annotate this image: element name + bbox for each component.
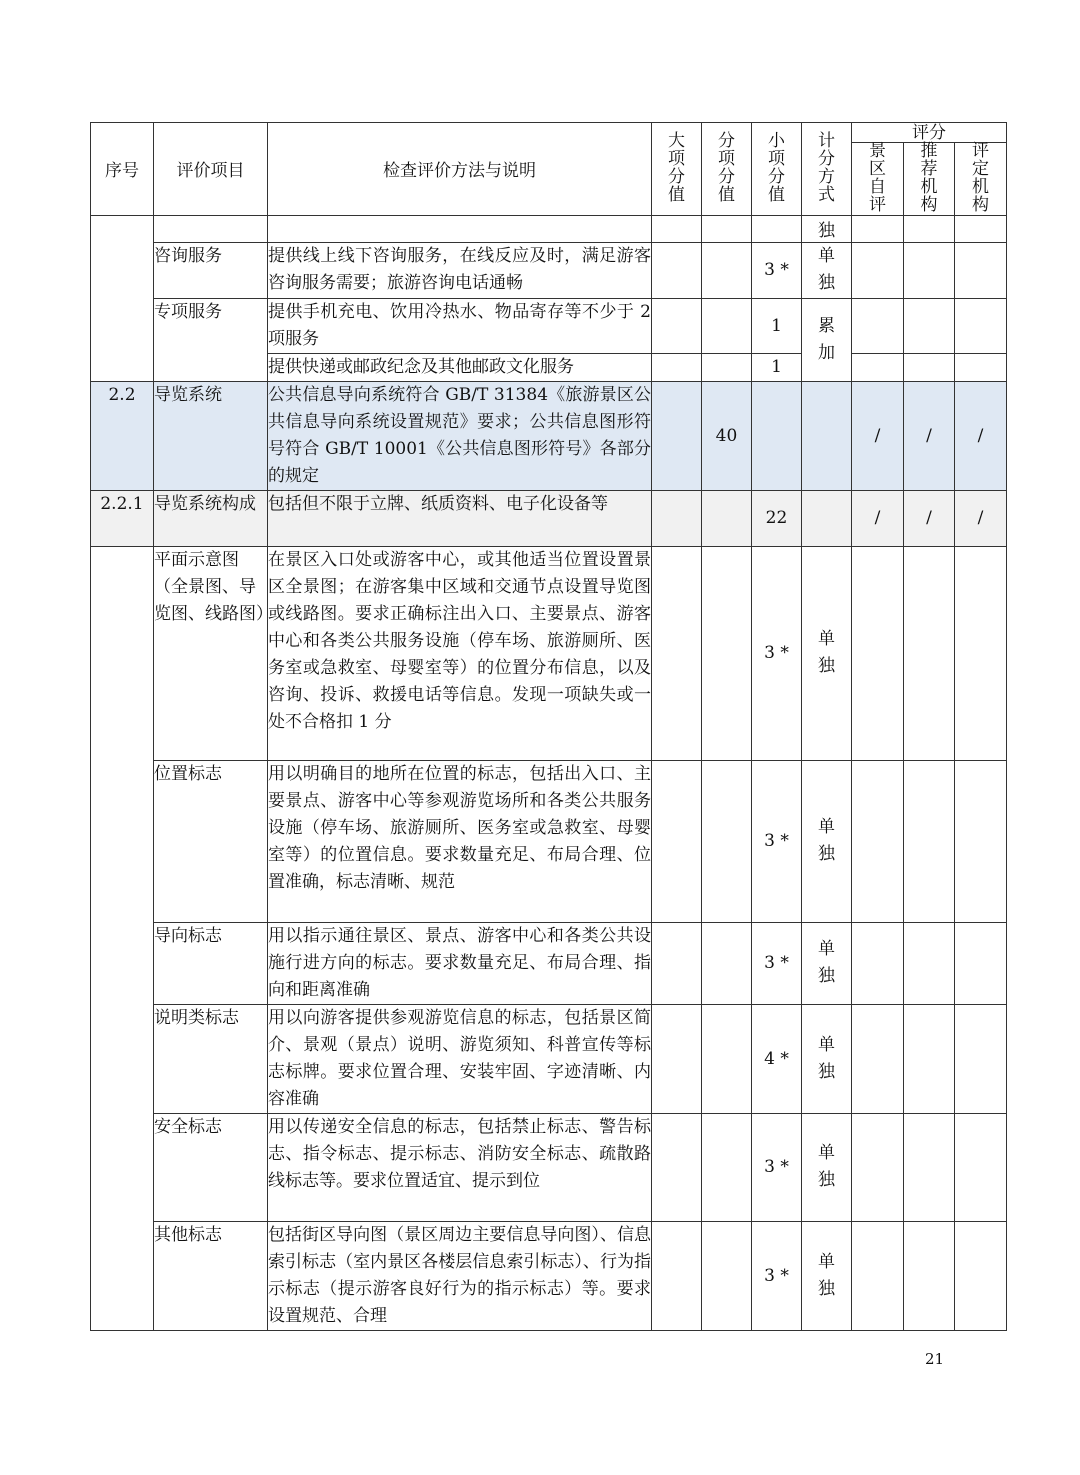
page-number: 21 xyxy=(925,1350,945,1368)
item-name: 导览系统构成 xyxy=(154,490,268,546)
header-rating: 评分 xyxy=(852,123,1007,143)
small-score: 4 * xyxy=(752,1004,802,1113)
calc-mode: 单独 xyxy=(818,817,835,865)
item-name: 平面示意图（全景图、导览图、线路图） xyxy=(154,546,268,760)
table-row xyxy=(91,546,1007,760)
method-text: 提供手机充电、饮用冷热水、物品寄存等不少于 2 项服务 xyxy=(268,298,652,353)
header-small-score: 小项分值 xyxy=(768,131,785,205)
recommend-score: / xyxy=(904,490,955,546)
small-score: 3 * xyxy=(752,242,802,298)
small-score: 3 * xyxy=(752,1113,802,1221)
method-text: 在景区入口处或游客中心，或其他适当位置设置景区全景图；在游客集中区域和交通节点设置导览图或线路图。要求正确标注出入口、主要景点、游客中心和各类公共服务设施（停车场、旅游厕所、医务室或急救室、母婴室等）的位置分布信息，以及咨询、投诉、救援电话等信息。发现一项缺失或一处不合格扣 1 分 xyxy=(268,546,652,760)
self-score: / xyxy=(852,381,904,490)
item-name: 专项服务 xyxy=(154,298,268,381)
calc-mode: 累加 xyxy=(818,315,835,363)
self-score: / xyxy=(852,490,904,546)
item-name: 位置标志 xyxy=(154,760,268,922)
calc-mode: 独 xyxy=(802,215,852,242)
small-score: 1 xyxy=(752,353,802,381)
method-text: 用以指示通往景区、景点、游客中心和各类公共设施行进方向的标志。要求数量充足、布局合理、指向和距离准确 xyxy=(268,922,652,1004)
calc-mode: 单独 xyxy=(818,629,835,677)
small-score: 1 xyxy=(752,298,802,353)
table-row xyxy=(91,215,1007,242)
small-score: 3 * xyxy=(752,760,802,922)
header-big-score: 大项分值 xyxy=(668,131,685,205)
header-recommend: 推荐机构 xyxy=(920,141,938,215)
table-row xyxy=(91,490,1007,546)
table-row xyxy=(91,922,1007,1004)
header-calc: 计分方式 xyxy=(818,131,835,205)
method-text: 包括但不限于立牌、纸质资料、电子化设备等 xyxy=(268,490,652,546)
header-seq: 序号 xyxy=(91,123,154,216)
calc-mode: 单独 xyxy=(818,1251,835,1299)
item-name: 说明类标志 xyxy=(154,1004,268,1113)
item-name: 其他标志 xyxy=(154,1221,268,1330)
assess-score: / xyxy=(955,490,1007,546)
table-row xyxy=(91,381,1007,490)
header-assess: 评定机构 xyxy=(972,141,990,215)
method-text: 包括街区导向图（景区周边主要信息导向图）、信息索引标志（室内景区各楼层信息索引标志）、行为指示标志（提示游客良好行为的指示标志）等。要求设置规范、合理 xyxy=(268,1221,652,1330)
item-name: 导向标志 xyxy=(154,922,268,1004)
table-row xyxy=(91,298,1007,353)
recommend-score: / xyxy=(904,381,955,490)
method-text: 用以传递安全信息的标志，包括禁止标志、警告标志、指令标志、提示标志、消防安全标志、疏散路线标志等。要求位置适宜、提示到位 xyxy=(268,1113,652,1221)
calc-mode: 单独 xyxy=(818,939,835,987)
calc-mode: 单独 xyxy=(818,1143,835,1191)
sub-score: 40 xyxy=(702,381,752,490)
header-self: 景区自评 xyxy=(869,141,886,215)
small-score: 3 * xyxy=(752,1221,802,1330)
method-text: 提供快递或邮政纪念及其他邮政文化服务 xyxy=(268,353,652,381)
table-row xyxy=(91,1221,1007,1330)
table-row xyxy=(91,1113,1007,1221)
header-method: 检查评价方法与说明 xyxy=(268,123,652,216)
method-text: 公共信息导向系统符合 GB/T 31384《旅游景区公共信息导向系统设置规范》要求；公共信息图形符号符合 GB/T 10001《公共信息图形符号》各部分的规定 xyxy=(268,381,652,490)
item-name: 导览系统 xyxy=(154,381,268,490)
small-score: 22 xyxy=(752,490,802,546)
calc-mode: 单独 xyxy=(818,246,835,294)
evaluation-table xyxy=(90,122,1007,1331)
table-row xyxy=(91,760,1007,922)
small-score: 3 * xyxy=(752,546,802,760)
seq-number: 2.2.1 xyxy=(91,490,154,546)
small-score: 3 * xyxy=(752,922,802,1004)
header-item: 评价项目 xyxy=(154,123,268,216)
table-row xyxy=(91,242,1007,298)
calc-mode: 单独 xyxy=(818,1034,835,1082)
header-sub-score: 分项分值 xyxy=(718,131,735,205)
seq-number: 2.2 xyxy=(91,381,154,490)
method-text: 提供线上线下咨询服务，在线反应及时，满足游客咨询服务需要；旅游咨询电话通畅 xyxy=(268,242,652,298)
item-name: 咨询服务 xyxy=(154,242,268,298)
method-text: 用以明确目的地所在位置的标志，包括出入口、主要景点、游客中心等参观游览场所和各类公共服务设施（停车场、旅游厕所、医务室或急救室、母婴室等）的位置信息。要求数量充足、布局合理、位置准确，标志清晰、规范 xyxy=(268,760,652,922)
table-row xyxy=(91,1004,1007,1113)
method-text: 用以向游客提供参观游览信息的标志，包括景区简介、景观（景点）说明、游览须知、科普宣传等标志标牌。要求位置合理、安装牢固、字迹清晰、内容准确 xyxy=(268,1004,652,1113)
item-name: 安全标志 xyxy=(154,1113,268,1221)
assess-score: / xyxy=(955,381,1007,490)
